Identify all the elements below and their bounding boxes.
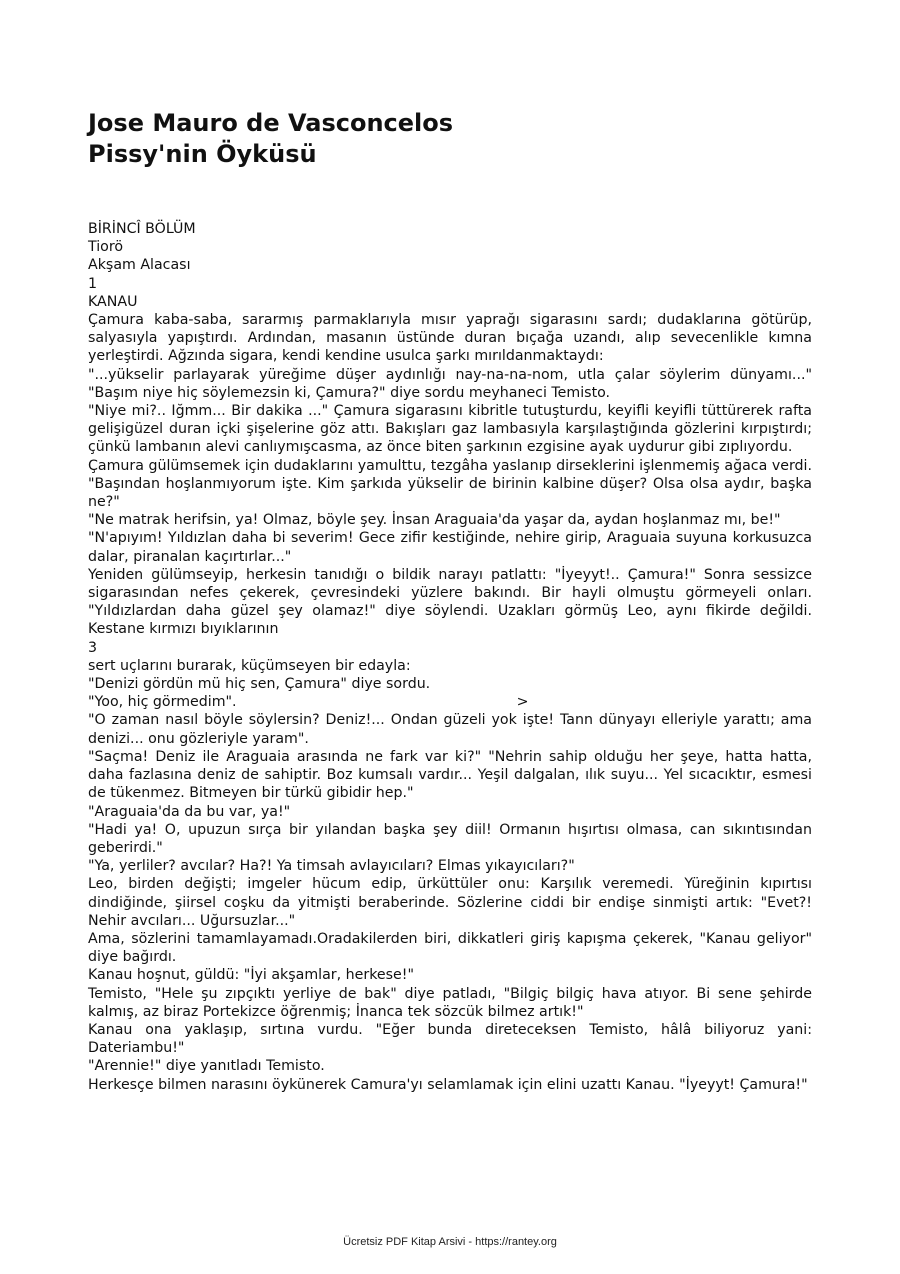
paragraph: "Ne matrak herifsin, ya! Olmaz, böyle şey. İnsan Araguaia'da yaşar da, aydan hoşlanmaz mı, be!" <box>88 512 781 529</box>
chapter-heading: BİRİNCÎ BÖLÜM <box>88 221 196 237</box>
paragraph: Yeniden gülümseyip, herkesin tanıdığı o bildik narayı patlattı: "İyeyyt!.. Çamura!" Sonra sessizce sigarasından nefes çekerek, çevresindeki yüzlere bakındı. Bir hayli olmuştu görmeyeli onları. "Yıldızlardan daha güzel şey olamaz!" diye söylendi. Uzakları görmüş Leo, aynı fikirde değildi. Kestane kırmızı bıyıklarının <box>88 566 812 638</box>
paragraph: Temisto, "Hele şu zıpçıktı yerliye de bak" diye patladı, "Bilgiç bilgiç hava atıyor. Bi sene şehirde kalmış, az biraz Portekizce öğrenmiş; İnanca tek sözcük bilmez artık!" <box>88 985 812 1020</box>
stray-mark: > <box>516 694 529 711</box>
paragraph <box>88 693 812 711</box>
paragraph: Herkesçe bilmen narasını öykünerek Camura'yı selamlamak için elini uzattı Kanau. "İyeyyt! Çamura!" <box>88 1076 808 1093</box>
paragraph: "Saçma! Deniz ile Araguaia arasında ne fark var ki?" "Nehrin sahip olduğu her şeye, hatta hatta, daha fazlasına deniz de sahiptir. Boz kumsalı vardır... Yeşil dalgalan, ılık suyu... Yel sıcacıktır, esmesi de tükenmez. Bitmeyen bir türkü gibidir hep." <box>88 748 812 802</box>
paragraph: Leo, birden değişti; imgeler hücum edip, ürküttüler onu: Karşılık veremedi. Yüreğinin kıpırtısı dindiğinde, şiirsel coşku da yitmişti beraberinde. Sözlerine ciddi bir endişe sinmişti artık: "Evet?! Nehir avcıları... Uğursuzlar..." <box>88 876 812 929</box>
paragraph: "...yükselir parlayarak yüreğime düşer aydınlığı nay-na-na-nom, utla çalar söylerim dünyamı..." "Başım niye hiç söylemezsin ki, Çamura?" diye sordu meyhaneci Temisto. <box>88 366 812 401</box>
paragraph: Kanau ona yaklaşıp, sırtına vurdu. "Eğer bunda direteceksen Temisto, hâlâ biliyoruz yani: Dateriambu!" <box>88 1021 812 1057</box>
page-number: 3 <box>88 639 98 656</box>
paragraph: Çamura kaba-saba, sararmış parmaklarıyla mısır yaprağı sigarasını sardı; dudaklarına götürüp, salyasıyla yapıştırdı. Ardından, masanın üstünde duran bıçağa uzandı, alıp sevecenlikle kımna yerleştirdi. Ağzında sigara, kendi kendine usulca şarkı mırıldanmaktaydı: <box>88 312 812 365</box>
paragraph: "Arennie!" diye yanıtladı Temisto. <box>88 1058 325 1075</box>
subsection-title: KANAU <box>88 293 138 310</box>
book-title-block <box>88 108 828 170</box>
paragraph: "O zaman nasıl böyle söylersin? Deniz!... Ondan güzeli yok işte! Tann dünyayı elleriyle yarattı; ama denizi... onu gözleriyle yaram". <box>88 712 812 747</box>
author-name: Jose Mauro de Vasconcelos <box>88 109 454 137</box>
book-text <box>88 220 812 1094</box>
paragraph: Çamura gülümsemek için dudaklarını yamulttu, tezgâha yaslanıp dirseklerini işlenmemiş ağaca verdi. "Başından hoşlanmıyorum işte. Kim şarkıda yükselir de birinin kalbine düşer? Olsa olsa aydır, başka ne?" <box>88 457 812 511</box>
paragraph: Ama, sözlerini tamamlayamadı.Oradakilerden biri, dikkatleri giriş kapışma çekerek, "Kanau geliyor" diye bağırdı. <box>88 930 812 966</box>
part-title: Tiorö <box>88 239 124 256</box>
paragraph: "Denizi gördün mü hiç sen, Çamura" diye sordu. <box>88 676 431 693</box>
paragraph: "Hadi ya! O, upuzun sırça bir yılandan başka şey diil! Ormanın hışırtısı olmasa, can sıkıntısından geberirdi." <box>88 821 812 856</box>
paragraph: "Araguaia'da da bu var, ya!" <box>88 803 291 820</box>
paragraph: "Niye mi?.. Iğmm... Bir dakika ..." Çamura sigarasını kibritle tutuşturdu, keyifli keyifli tüttürerek rafta gelişigüzel duran içki şişelerine göz attı. Bakışları gaz lambasıyla karşılaştığında gözlerini kırpıştırdı; çünkü lambanın alevi canlıymışcasma, az önce biten şarkının ezgisine ayak uydurur gibi zıplıyordu. <box>88 403 812 456</box>
paragraph: sert uçlarını burarak, küçümseyen bir edayla: <box>88 657 411 674</box>
paragraph: "Ya, yerliler? avcılar? Ha?! Ya timsah avlayıcıları? Elmas yıkayıcıları?" <box>88 858 575 875</box>
section-number: 1 <box>88 275 98 292</box>
section-title: Akşam Alacası <box>88 257 191 274</box>
book-title: Pissy'nin Öyküsü <box>88 140 317 168</box>
paragraph-text: "Yoo, hiç görmedim". <box>88 694 237 711</box>
page-footer: Ücretsiz PDF Kitap Arsivi - https://rantey.org <box>343 1236 557 1248</box>
paragraph: "N'apıyım! Yıldızlan daha bi severim! Gece zifir kestiğinde, nehire girip, Araguaia suyuna korkusuzca dalar, piranalan kaçırtırlar..." <box>88 530 812 565</box>
paragraph: Kanau hoşnut, güldü: "İyi akşamlar, herkese!" <box>88 967 414 984</box>
